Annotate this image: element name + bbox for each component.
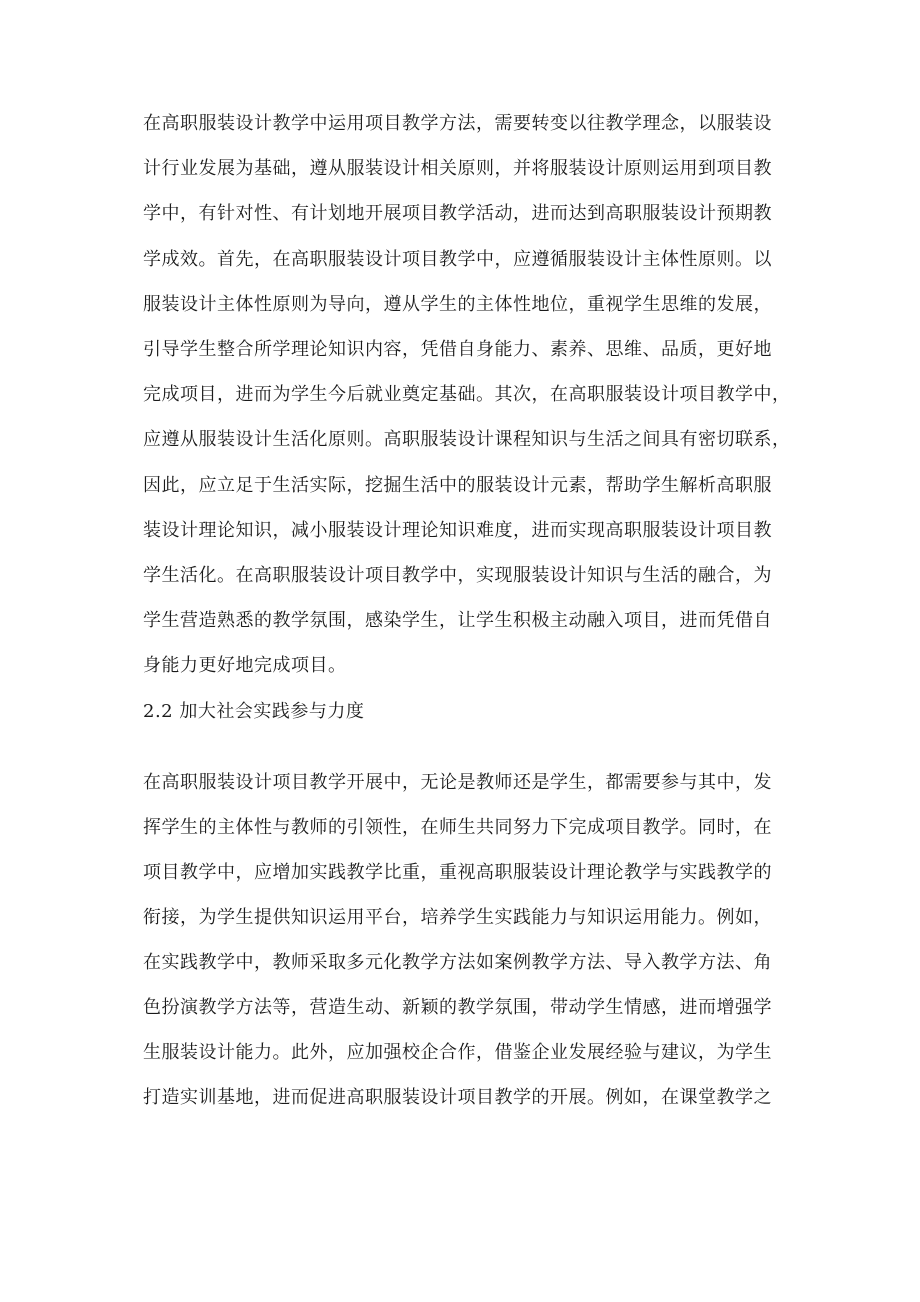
text-line: 装设计理论知识，减小服装设计理论知识难度，进而实现高职服装设计项目教 [143,520,772,541]
text-line: 在高职服装设计项目教学开展中，无论是教师还是学生，都需要参与其中，发 [143,772,772,793]
text-line: 在实践教学中，教师采取多元化教学方法如案例教学方法、导入教学方法、角 [143,952,772,973]
text-line: 衔接，为学生提供知识运用平台，培养学生实践能力与知识运用能力。例如， [143,907,772,928]
text-line: 学生营造熟悉的教学氛围，感染学生，让学生积极主动融入项目，进而凭借自 [143,610,772,631]
section-heading: 2.2 加大社会实践参与力度 [143,701,365,722]
text-line: 完成项目，进而为学生今后就业奠定基础。其次，在高职服装设计项目教学中， [143,384,791,405]
text-line: 学成效。首先，在高职服装设计项目教学中，应遵循服装设计主体性原则。以 [143,249,772,270]
text-line: 引导学生整合所学理论知识内容，凭借自身能力、素养、思维、品质，更好地 [143,339,772,360]
text-line: 学中，有针对性、有计划地开展项目教学活动，进而达到高职服装设计预期教 [143,203,772,224]
text-line: 挥学生的主体性与教师的引领性，在师生共同努力下完成项目教学。同时，在 [143,817,772,838]
text-line: 服装设计主体性原则为导向，遵从学生的主体性地位，重视学生思维的发展， [143,294,772,315]
text-line: 生服装设计能力。此外，应加强校企合作，借鉴企业发展经验与建议，为学生 [143,1042,772,1063]
text-line: 打造实训基地，进而促进高职服装设计项目教学的开展。例如，在课堂教学之 [143,1087,772,1108]
text-line: 项目教学中，应增加实践教学比重，重视高职服装设计理论教学与实践教学的 [143,862,772,883]
text-line: 在高职服装设计教学中运用项目教学方法，需要转变以往教学理念，以服装设 [143,113,772,134]
text-line: 学生活化。在高职服装设计项目教学中，实现服装设计知识与生活的融合，为 [143,565,772,586]
text-line: 因此，应立足于生活实际，挖掘生活中的服装设计元素，帮助学生解析高职服 [143,475,772,496]
text-line: 应遵从服装设计生活化原则。高职服装设计课程知识与生活之间具有密切联系， [143,429,791,450]
text-line: 身能力更好地完成项目。 [143,655,347,676]
text-line: 计行业发展为基础，遵从服装设计相关原则，并将服装设计原则运用到项目教 [143,158,772,179]
text-line: 色扮演教学方法等，营造生动、新颖的教学氛围，带动学生情感，进而增强学 [143,997,772,1018]
